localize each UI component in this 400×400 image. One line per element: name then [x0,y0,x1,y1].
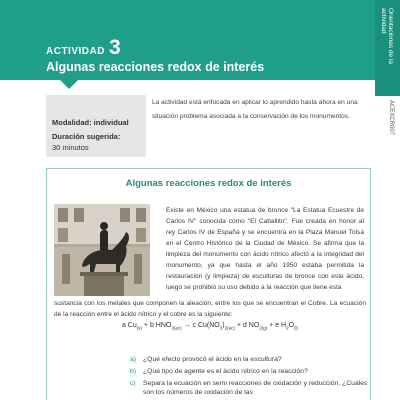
reading-paragraph-1: Existe en México una estatua de bronce "La Estatua Ecuestre de Carlos IV" conocida como "El Caballito". Fue creada en honor al rey Carlos IV de España y se encuentra en la Plaza Manuel Tolsá en el Centro Histórico de la Ciudad de México. Se afirma que la limpieza del monumento con ácido nítrico afectó a la integridad del monumento, ya que hasta el año 1950 estaba permitida la restauración (y limpieza) de esculturas de bronce con este ácido, luego se prohibió su uso debido a la reacción que tiene esta [166,207,364,291]
modality-text: Modalidad: individual [52,118,129,127]
reading-paragraph-2: sustancia con los metales que componen la aleación, entre los que se encuentran el Cobre. La ecuación de la reacción entre el ácido nítrico y el cobre es la siguiente: [54,300,366,318]
question-item [130,355,370,364]
activity-title: Algunas reacciones redox de interés [46,60,265,74]
question-item [130,367,370,376]
duration-value: 30 minutos [52,143,89,152]
statue-photo [54,204,150,296]
activity-word: ACTIVIDAD [46,46,105,57]
question-item [130,379,370,397]
intro-text: La actividad está enfocada en aplicar lo aprendido hasta ahora en una situación problema asociada a la conservación de los monumentos. [152,99,358,120]
side-tab-label: Orientaciones de la actividad [380,8,394,65]
question-text: ¿Qué tipo de agente es el ácido nítrico en la reacción? [143,368,308,375]
reading-title: Algunas reacciones redox de interés [125,178,292,189]
question-letter: b) [130,368,137,375]
question-list [130,355,370,400]
duration-label: Duración sugerida: [52,132,121,141]
question-text: ¿Qué efecto provocó el ácido en la escultura? [143,356,282,363]
question-letter: c) [130,380,136,387]
question-letter: a) [130,356,137,363]
statue-image [54,204,150,296]
side-code: ACEXCR007 [388,100,394,136]
redox-equation: a $Cu_{(s)} + b$ $HNO_{3(ac)} \to c$ $Cu(NO_3)_{2(ac)} + d$ $NO_{2(g)} + e$ $H_2O_{(l)}$ [121,322,299,331]
header-pointer [60,80,78,89]
activity-number: 3 [108,36,121,59]
activity-label [46,36,121,60]
question-text: Separa la ecuación en semi reacciones de oxidación y reducción. ¿Cuáles son los números de oxidación de las [143,380,368,396]
